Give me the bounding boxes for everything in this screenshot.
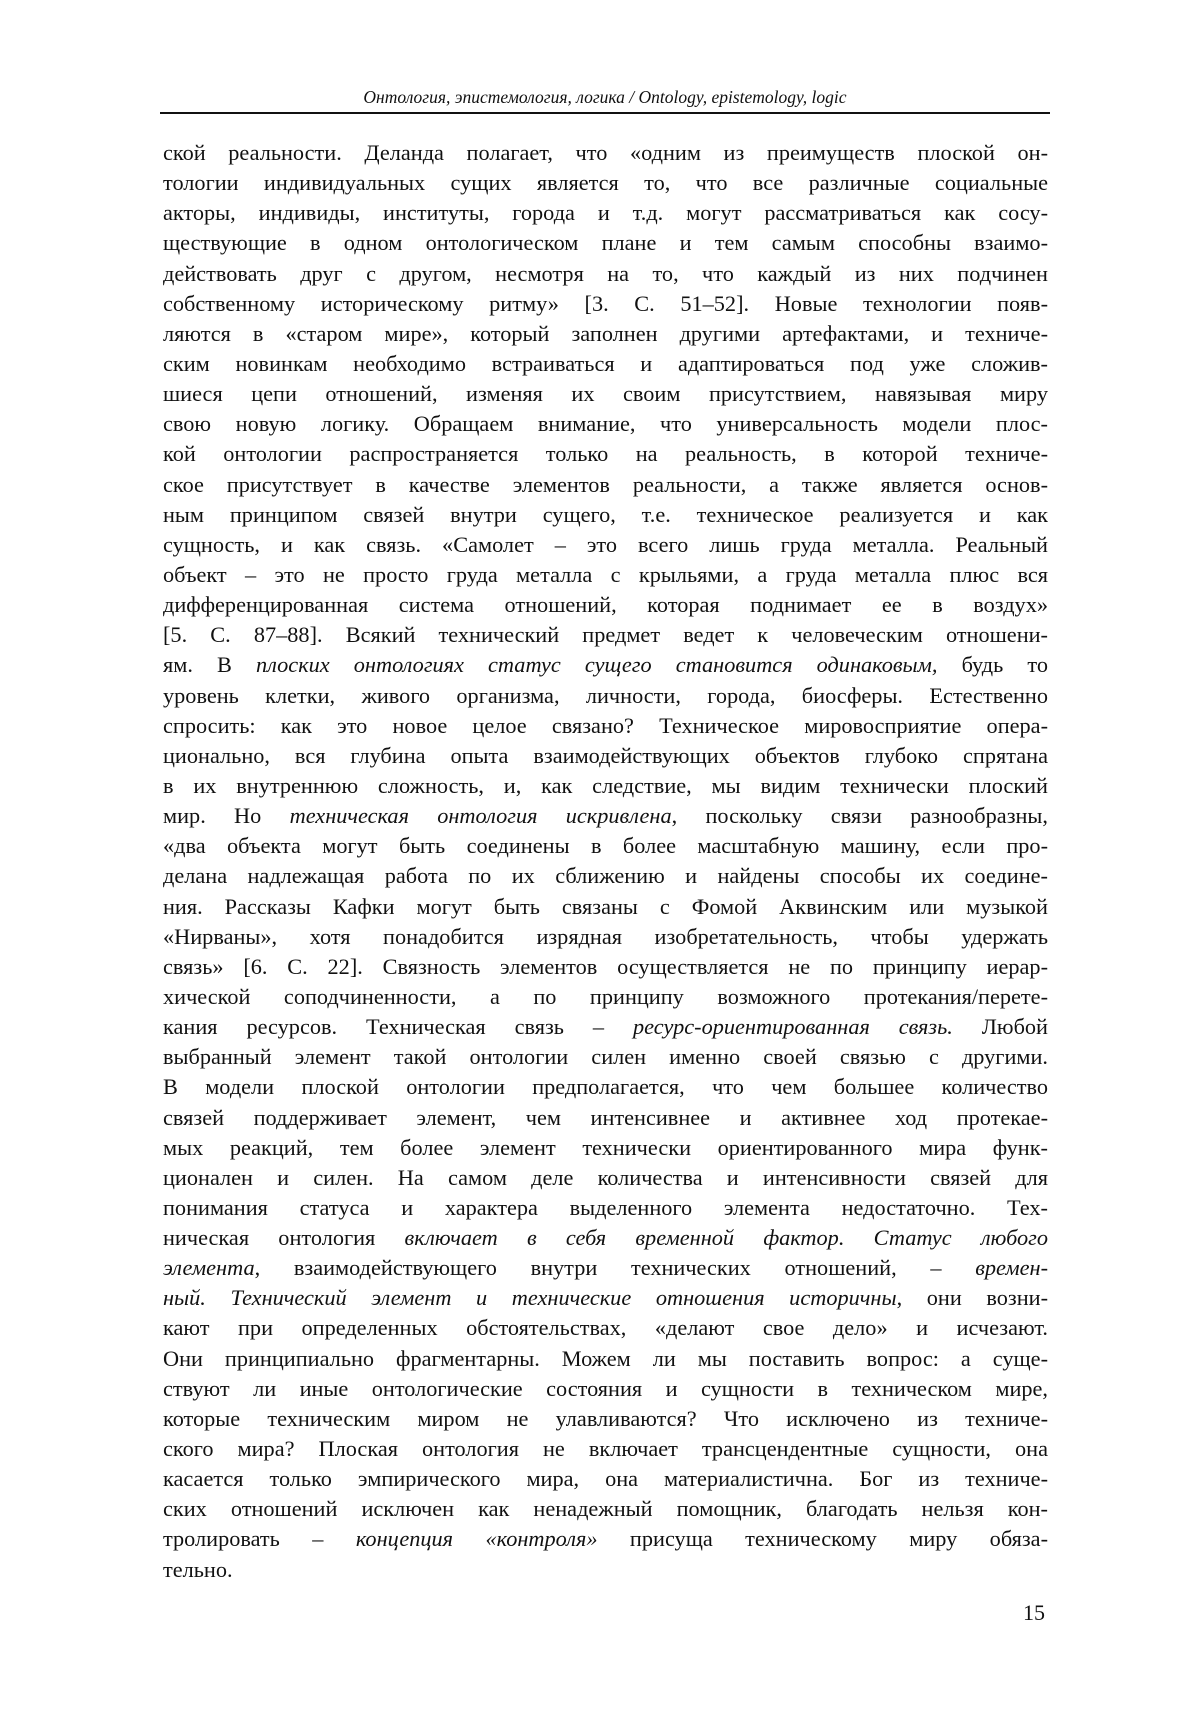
text-run: уровень клетки, живого организма, личности, города, биосферы. Естественно	[163, 682, 1048, 708]
text-line	[163, 801, 1048, 831]
text-run: ционален и силен. На самом деле количества и интенсивности связей для	[163, 1164, 1048, 1190]
text-line	[163, 1193, 1048, 1223]
text-line	[163, 1464, 1048, 1494]
italic-text: включает в себя временной фактор. Статус любого	[404, 1225, 1048, 1251]
text-run: свою новую логику. Обращаем внимание, что универсальность модели плос-	[163, 411, 1048, 437]
text-run: кания ресурсов. Техническая связь	[163, 1014, 593, 1040]
text-run: собственному историческому ритму» [3. С. 51–52]. Новые технологии появ-	[163, 290, 1048, 316]
italic-text: – ресурс-ориентированная связь.	[592, 1014, 953, 1040]
body-text	[163, 138, 1048, 1585]
text-run: ским новинкам необходимо встраиваться и адаптироваться под уже сложив-	[163, 350, 1048, 376]
text-run: в их внутреннюю сложность, и, как следствие, мы видим технически плоский	[163, 772, 1048, 798]
text-line	[163, 1344, 1048, 1374]
text-line	[163, 1374, 1048, 1404]
italic-text: элемента	[163, 1255, 255, 1281]
text-run: тельно.	[163, 1556, 233, 1582]
text-line	[163, 1072, 1048, 1102]
text-run: которые техническим миром не улавливаются? Что исключено из техниче-	[163, 1405, 1048, 1431]
italic-text: плоских онтологиях статус сущего становится одинаковым,	[256, 652, 938, 678]
text-line	[163, 831, 1048, 861]
italic-text: техническая онтология искривлена	[289, 803, 672, 829]
text-line	[163, 1103, 1048, 1133]
text-run: дифференцированная система отношений, которая поднимает ее в воздух»	[163, 592, 1048, 618]
text-run: Они принципиально фрагментарны. Можем ли мы поставить вопрос: а суще-	[163, 1345, 1048, 1371]
text-run: связей поддерживает элемент, чем интенсивнее и активнее ход протекае-	[163, 1104, 1048, 1130]
text-run: Любой	[952, 1014, 1048, 1040]
text-run: кой онтологии распространяется только на реальность, в которой техниче-	[163, 441, 1048, 467]
text-line	[163, 439, 1048, 469]
text-line	[163, 259, 1048, 289]
text-run: ской реальности. Деланда полагает, что «одним из преимуществ плоской он-	[163, 140, 1048, 165]
text-line	[163, 1555, 1048, 1585]
running-header: Онтология, эпистемология, логика / Ontology, epistemology, logic	[363, 87, 847, 107]
text-line	[163, 741, 1048, 771]
text-run: ным принципом связей внутри сущего, т.е. техническое реализуется и как	[163, 501, 1048, 527]
text-run: сущность, и как связь. «Самолет – это всего лишь груда металла. Реальный	[163, 531, 1048, 557]
text-line	[163, 470, 1048, 500]
page-number: 15	[1023, 1600, 1045, 1625]
text-line	[163, 952, 1048, 982]
text-line	[163, 228, 1048, 258]
text-run: ционально, вся глубина опыта взаимодействующих объектов глубоко спрятана	[163, 742, 1048, 768]
text-run: присуща техническому миру обяза-	[597, 1526, 1048, 1552]
text-line	[163, 1163, 1048, 1193]
text-run: , они возни-	[896, 1285, 1048, 1311]
text-run: ствуют ли иные онтологические состояния и сущности в техническом мире,	[163, 1375, 1048, 1401]
text-run: мир. Но	[163, 803, 290, 829]
text-line	[163, 1313, 1048, 1343]
text-line	[163, 289, 1048, 319]
text-line	[163, 198, 1048, 228]
text-run: шиеся цепи отношений, изменяя их своим присутствием, навязывая миру	[163, 381, 1048, 407]
text-line	[163, 500, 1048, 530]
text-line	[163, 349, 1048, 379]
text-run: будь то	[937, 652, 1048, 678]
text-line	[163, 409, 1048, 439]
text-run: [5. С. 87–88]. Всякий технический предмет ведет к человеческим отношени-	[163, 622, 1048, 648]
text-line	[163, 590, 1048, 620]
text-run: ния. Рассказы Кафки могут быть связаны с Фомой Аквинским или музыкой	[163, 893, 1048, 919]
text-run: действовать друг с другом, несмотря на то, что каждый из них подчинен	[163, 260, 1048, 286]
text-line	[163, 982, 1048, 1012]
text-run: касается только эмпирического мира, она материалистична. Бог из техниче-	[163, 1466, 1048, 1492]
text-line	[163, 1434, 1048, 1464]
text-line	[163, 922, 1048, 952]
text-line	[163, 1404, 1048, 1434]
text-run: «два объекта могут быть соединены в более масштабную машину, если про-	[163, 833, 1048, 859]
text-line	[163, 560, 1048, 590]
text-line	[163, 861, 1048, 891]
text-run: ляются в «старом мире», который заполнен другими артефактами, и техниче-	[163, 320, 1048, 346]
text-run: ществующие в одном онтологическом плане и тем самым способны взаимо-	[163, 230, 1048, 256]
text-line	[163, 1283, 1048, 1313]
text-line	[163, 1524, 1048, 1554]
text-run: ских отношений исключен как ненадежный помощник, благодать нельзя кон-	[163, 1496, 1048, 1522]
text-run: , взаимодействующего внутри технических отношений, –	[254, 1255, 976, 1281]
text-run: делана надлежащая работа по их сближению и найдены способы их соедине-	[163, 863, 1048, 889]
text-run: связь» [6. С. 22]. Связность элементов осуществляется не по принципу иерар-	[163, 953, 1048, 979]
text-line	[163, 168, 1048, 198]
text-run: мых реакций, тем более элемент технически ориентированного мира функ-	[163, 1134, 1048, 1160]
text-line	[163, 530, 1048, 560]
text-run: хической соподчиненности, а по принципу возможного протекания/перете-	[163, 983, 1048, 1009]
italic-text: ный. Технический элемент и технические отношения историчны	[163, 1285, 897, 1311]
italic-text: времен-	[975, 1255, 1048, 1281]
header-rule	[160, 112, 1050, 114]
text-line	[163, 892, 1048, 922]
italic-text: концепция «контроля»	[355, 1526, 598, 1552]
text-run: объект – это не просто груда металла с крыльями, а груда металла плюс вся	[163, 561, 1048, 587]
text-run: ническая онтология	[163, 1225, 405, 1251]
text-line	[163, 1042, 1048, 1072]
text-line	[163, 1133, 1048, 1163]
text-run: «Нирваны», хотя понадобится изрядная изобретательность, чтобы удержать	[163, 923, 1048, 949]
text-run: ское присутствует в качестве элементов реальности, а также является основ-	[163, 471, 1048, 497]
text-run: ского мира? Плоская онтология не включает трансцендентные сущности, она	[163, 1436, 1048, 1462]
text-line	[163, 379, 1048, 409]
text-run: тролировать –	[163, 1526, 356, 1552]
text-line	[163, 711, 1048, 741]
text-run: , поскольку связи разнообразны,	[671, 803, 1048, 829]
text-run: тологии индивидуальных сущих является то, что все различные социальные	[163, 170, 1048, 196]
text-line	[163, 681, 1048, 711]
text-line	[163, 620, 1048, 650]
text-run: выбранный элемент такой онтологии силен именно своей связью с другими.	[163, 1044, 1048, 1070]
text-line	[163, 319, 1048, 349]
text-line	[163, 1253, 1048, 1283]
text-line	[163, 1223, 1048, 1253]
text-run: понимания статуса и характера выделенного элемента недостаточно. Тех-	[163, 1194, 1048, 1220]
text-line	[163, 1012, 1048, 1042]
text-run: ям. В	[163, 652, 257, 678]
text-run: спросить: как это новое целое связано? Техническое мировосприятие опера-	[163, 712, 1048, 738]
text-line	[163, 1494, 1048, 1524]
text-run: В модели плоской онтологии предполагается, что чем большее количество	[163, 1074, 1048, 1100]
text-run: кают при определенных обстоятельствах, «делают свое дело» и исчезают.	[163, 1315, 1048, 1341]
text-line	[163, 650, 1048, 680]
text-run: акторы, индивиды, институты, города и т.д. могут рассматриваться как сосу-	[163, 200, 1048, 226]
text-line	[163, 138, 1048, 168]
text-line	[163, 771, 1048, 801]
